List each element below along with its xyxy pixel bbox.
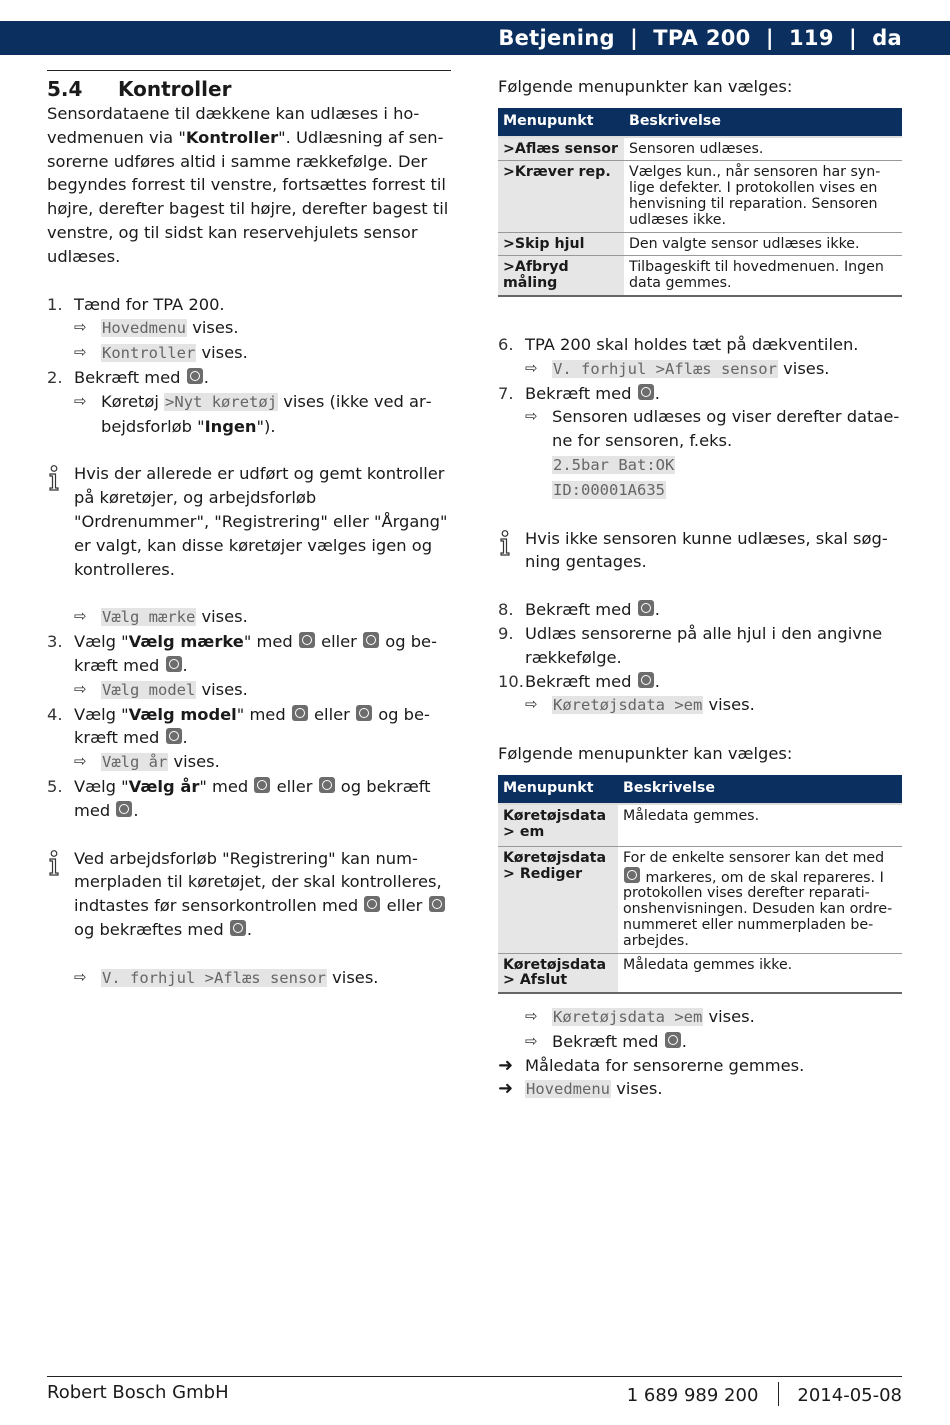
step-text: eller bbox=[276, 776, 313, 796]
intro-paragraph bbox=[47, 102, 451, 269]
result-arrow-icon: ⇨ bbox=[74, 391, 87, 410]
note-text: Ved arbejdsforløb "Registrering" kan nummerpladen til køretøjet, der skal kontrolleres, indtastes før sensorkontrollen med bbox=[74, 848, 442, 916]
display-text: V. forhjul >Aflæs sensor bbox=[553, 359, 777, 378]
result-arrow-icon: ⇨ bbox=[74, 752, 87, 771]
column-header: Beskrivelse bbox=[618, 775, 902, 804]
result-arrow-icon: ⇨ bbox=[525, 407, 538, 426]
description-cell: Måledata gemmes ikke. bbox=[618, 953, 902, 993]
section-number: 5.4 bbox=[47, 77, 83, 101]
display-text: Køretøjsdata >em bbox=[553, 1008, 703, 1027]
info-icon bbox=[498, 530, 512, 556]
confirm-key-icon bbox=[665, 1032, 681, 1048]
final-text: vises. bbox=[616, 1079, 663, 1099]
result-nyt-koretoj bbox=[47, 390, 451, 439]
up-key-icon bbox=[254, 777, 270, 793]
table-header-row bbox=[498, 775, 902, 804]
mark-key-icon bbox=[624, 867, 640, 883]
confirm-key-icon bbox=[187, 368, 203, 384]
menu-item-cell: Køretøjsdata > Afslut bbox=[498, 953, 618, 993]
header-product: TPA 200 bbox=[653, 26, 751, 50]
step-1 bbox=[47, 293, 451, 317]
section-heading bbox=[47, 76, 451, 102]
intro-bold: Kontroller bbox=[185, 127, 279, 147]
table-row bbox=[498, 804, 902, 847]
header-section: Betjening bbox=[498, 26, 615, 50]
note-text: eller bbox=[386, 896, 423, 916]
result-bold: Ingen bbox=[204, 416, 257, 436]
up-key-icon bbox=[299, 632, 315, 648]
step-2: 2. Bekræft med . bbox=[47, 366, 451, 390]
result-text: Sensoren udlæses og viser derefter dataene for sensoren, f.eks. bbox=[552, 407, 900, 451]
step-number: 8. bbox=[498, 600, 514, 620]
table-row bbox=[498, 161, 902, 232]
info-note-2: Ved arbejdsforløb "Registrering" kan nummerpladen til køretøjet, der skal kontrolleres, indtastes før sensorkontrollen med eller og bekræftes med . bbox=[47, 847, 451, 942]
result-arrow-icon: ⇨ bbox=[74, 607, 87, 626]
result-text-end: "). bbox=[256, 416, 276, 436]
menu-table-1 bbox=[498, 108, 902, 297]
step-number: 7. bbox=[498, 383, 514, 403]
note-text: og bekræftes med bbox=[74, 919, 224, 939]
display-text: Køretøjsdata >em bbox=[553, 696, 703, 715]
column-header: Menupunkt bbox=[498, 108, 624, 137]
info-icon bbox=[47, 465, 61, 491]
intro-text-end: ". Udlæsning af sensorerne udføres altid i samme rækkefølge. Der begyndes forrest til venstre, fortsættes forrest til højre, derefter bagest til højre, derefter bagest til venstre, og til sidst kan reservehjulets sensor udlæses. bbox=[47, 127, 449, 266]
description-cell: Vælges kun., når sensoren har synlige defekter. I protokollen vises en henvisning til reparation. Sensoren udlæses ikke. bbox=[624, 161, 902, 232]
display-text: Vælg model bbox=[102, 680, 196, 699]
step-4: 4. Vælg "Vælg model" med eller og bekræft med . bbox=[47, 704, 430, 748]
step-text: Bekræft med bbox=[525, 671, 632, 691]
section-title: Kontroller bbox=[118, 77, 232, 101]
result-hovedmenu bbox=[47, 316, 451, 341]
confirm-key-icon bbox=[638, 384, 654, 400]
result-forhjul bbox=[47, 966, 451, 991]
menu-item-cell: >Kræver rep. bbox=[498, 161, 624, 232]
step-text: med bbox=[212, 776, 249, 796]
description-cell: Sensoren udlæses. bbox=[624, 137, 902, 161]
footer-company: Robert Bosch GmbH bbox=[47, 1382, 229, 1403]
intro-text: Sensordataene til dækkene kan udlæses i hovedmenuen via " bbox=[47, 104, 420, 147]
step-8: 8. Bekræft med . bbox=[498, 598, 902, 622]
result-arrow-icon: ⇨ bbox=[74, 967, 87, 986]
step-6 bbox=[498, 333, 902, 357]
result-koretojsdata-2 bbox=[498, 1005, 902, 1030]
step-text: og bekræft bbox=[340, 776, 431, 796]
step-text: Vælg bbox=[74, 632, 116, 652]
section-rule bbox=[47, 70, 451, 71]
step-text: kræft med bbox=[74, 728, 160, 748]
description-cell: Måledata gemmes. bbox=[618, 804, 902, 847]
header-line: Betjening | TPA 200 | 119 | da bbox=[498, 26, 902, 50]
step-text: Bekræft med bbox=[525, 383, 632, 403]
step-7: 7. Bekræft med . bbox=[498, 382, 902, 406]
result-arrow-icon: ⇨ bbox=[74, 343, 87, 362]
result-text: vises (ikke ved arbejdsforløb " bbox=[101, 391, 432, 436]
right-column bbox=[498, 75, 902, 1102]
step-text: og be bbox=[385, 632, 437, 652]
step-text: Vælg bbox=[74, 776, 116, 796]
step-number: 3. bbox=[47, 632, 63, 652]
menu-item-cell: Køretøjsdata > em bbox=[498, 804, 618, 847]
header-page-number: 119 bbox=[789, 26, 834, 50]
step-5: 5. Vælg "Vælg år" med eller og bekræft med . bbox=[47, 776, 431, 820]
result-text: vises. bbox=[173, 752, 220, 772]
table-row bbox=[498, 256, 902, 296]
result-koretojsdata bbox=[498, 693, 902, 718]
result-arrow-icon: ⇨ bbox=[525, 358, 538, 377]
left-column bbox=[47, 70, 451, 991]
result-forhjul bbox=[498, 357, 902, 382]
table-row bbox=[498, 232, 902, 256]
step-text: og be bbox=[378, 704, 430, 724]
result-text: Køretøj bbox=[101, 391, 159, 411]
display-text: Hovedmenu bbox=[526, 1080, 610, 1099]
description-cell: Tilbageskift til hovedmenuen. Ingen data gemmes. bbox=[624, 256, 902, 296]
table-row bbox=[498, 846, 902, 953]
footer-rule bbox=[47, 1376, 902, 1377]
final-text: Måledata for sensorerne gemmes. bbox=[525, 1055, 805, 1075]
info-note-1 bbox=[47, 462, 451, 581]
display-text: >Nyt køretøj bbox=[165, 392, 278, 411]
header-language: da bbox=[872, 26, 902, 50]
down-key-icon bbox=[356, 705, 372, 721]
display-text: ID:00001A635 bbox=[553, 480, 665, 499]
step-bold: Vælg mærke bbox=[128, 632, 244, 652]
footer-docno: 1 689 989 200 bbox=[626, 1385, 759, 1406]
column-header: Menupunkt bbox=[498, 775, 618, 804]
step-number: 10. bbox=[498, 671, 524, 691]
result-arrow-icon: ⇨ bbox=[525, 1007, 538, 1026]
result-sensor-data bbox=[498, 405, 902, 502]
info-icon bbox=[47, 850, 61, 876]
up-key-icon bbox=[364, 896, 380, 912]
step-text: Bekræft med bbox=[74, 367, 181, 387]
display-text: V. forhjul >Aflæs sensor bbox=[102, 968, 326, 987]
display-text: 2.5bar Bat:OK bbox=[553, 455, 675, 474]
footer-date: 2014-05-08 bbox=[797, 1385, 902, 1406]
result-text: vises. bbox=[708, 1007, 755, 1027]
step-3: 3. Vælg "Vælg mærke" med eller og bekræft med . bbox=[47, 632, 437, 675]
display-text: Vælg mærke bbox=[102, 608, 196, 627]
step-10: 10. Bekræft med . bbox=[498, 670, 902, 694]
table1-intro: Følgende menupunkter kan vælges: bbox=[498, 77, 793, 96]
display-text: Hovedmenu bbox=[102, 319, 186, 338]
result-arrow-icon: ⇨ bbox=[74, 318, 87, 337]
result-text: vises. bbox=[783, 358, 830, 378]
confirm-key-icon bbox=[116, 801, 132, 817]
step-text: Bekræft med bbox=[525, 600, 632, 620]
description-text: For de enkelte sensorer kan det med bbox=[623, 849, 885, 866]
description-text: markeres, om de skal repareres. I protokollen vises derefter reparationshenvisningen. Desuden kan ordrenummeret eller nummerpladen bearbejdes. bbox=[623, 869, 893, 949]
menu-item-cell: >Afbryd måling bbox=[498, 256, 624, 296]
menu-item-cell: >Aflæs sensor bbox=[498, 137, 624, 161]
step-text: eller bbox=[314, 704, 350, 724]
step-bold: Vælg år bbox=[128, 776, 200, 796]
step-text: med bbox=[249, 704, 286, 724]
final-result-1 bbox=[498, 1054, 902, 1078]
note-text: Hvis ikke sensoren kunne udlæses, skal søgning gentages. bbox=[525, 528, 888, 572]
step-text: eller bbox=[321, 632, 357, 652]
footer-separator bbox=[778, 1382, 779, 1406]
step-text: med bbox=[74, 800, 111, 820]
page-header bbox=[0, 21, 950, 55]
step-number: 1. bbox=[47, 294, 63, 314]
display-text: Kontroller bbox=[102, 344, 196, 363]
confirm-key-icon bbox=[166, 728, 182, 744]
step-text: kræft med bbox=[74, 655, 160, 675]
result-text: vises. bbox=[192, 318, 239, 338]
menu-table-2 bbox=[498, 775, 902, 994]
step-text: Udlæs sensorerne på alle hjul i den angivne rækkefølge. bbox=[525, 623, 883, 667]
note-text: Hvis der allerede er udført og gemt kontroller på køretøjer, og arbejdsforløb "Ordrenummer", "Registrering" eller "Årgang" er valgt, kan disse køretøjer vælges igen og kontrolleres. bbox=[74, 464, 448, 579]
description-cell: Den valgte sensor udlæses ikke. bbox=[624, 232, 902, 256]
step-bold: Vælg model bbox=[128, 704, 237, 724]
step-text: Tænd for TPA 200. bbox=[74, 294, 225, 314]
up-key-icon bbox=[292, 705, 308, 721]
final-arrow-icon: ➜ bbox=[498, 1054, 514, 1076]
confirm-key-icon bbox=[638, 600, 654, 616]
step-number: 9. bbox=[498, 623, 514, 643]
result-arrow-icon: ⇨ bbox=[525, 695, 538, 714]
final-arrow-icon: ➜ bbox=[498, 1078, 514, 1100]
info-note-3 bbox=[498, 527, 902, 575]
confirm-key-icon bbox=[166, 656, 182, 672]
table2-intro: Følgende menupunkter kan vælges: bbox=[498, 744, 793, 764]
table-row bbox=[498, 137, 902, 161]
description-cell bbox=[618, 846, 902, 953]
table-row bbox=[498, 953, 902, 993]
result-text: vises. bbox=[201, 679, 248, 699]
result-arrow-icon: ⇨ bbox=[74, 679, 87, 698]
menu-item-cell: Køretøjsdata > Rediger bbox=[498, 846, 618, 953]
result-text: vises. bbox=[708, 695, 755, 715]
confirm-key-icon bbox=[638, 672, 654, 688]
result-arrow-icon: ⇨ bbox=[525, 1031, 538, 1050]
step-number: 5. bbox=[47, 776, 63, 796]
menu-item-cell: >Skip hjul bbox=[498, 232, 624, 256]
result-vaelg-model bbox=[47, 678, 451, 703]
result-confirm: ⇨ Bekræft med . bbox=[498, 1030, 902, 1054]
final-result-2 bbox=[498, 1077, 902, 1102]
step-9 bbox=[498, 622, 902, 670]
step-text: TPA 200 skal holdes tæt på dækventilen. bbox=[525, 334, 859, 354]
display-text: Vælg år bbox=[102, 753, 168, 772]
confirm-key-icon bbox=[230, 920, 246, 936]
step-number: 4. bbox=[47, 704, 63, 724]
result-text: Bekræft med bbox=[552, 1031, 659, 1051]
step-number: 2. bbox=[47, 367, 63, 387]
result-text: vises. bbox=[332, 967, 379, 987]
down-key-icon bbox=[363, 632, 379, 648]
result-text: vises. bbox=[201, 607, 248, 627]
table-header-row bbox=[498, 108, 902, 137]
step-text: med bbox=[256, 632, 293, 652]
step-number: 6. bbox=[498, 334, 514, 354]
footer-right bbox=[627, 1382, 902, 1406]
step-text: Vælg bbox=[74, 704, 116, 724]
result-vaelg-aar bbox=[47, 750, 451, 775]
column-header: Beskrivelse bbox=[624, 108, 902, 137]
result-kontroller bbox=[47, 341, 451, 366]
down-key-icon bbox=[429, 896, 445, 912]
result-text: vises. bbox=[201, 343, 248, 363]
down-key-icon bbox=[319, 777, 335, 793]
result-vaelg-maerke bbox=[47, 605, 451, 630]
